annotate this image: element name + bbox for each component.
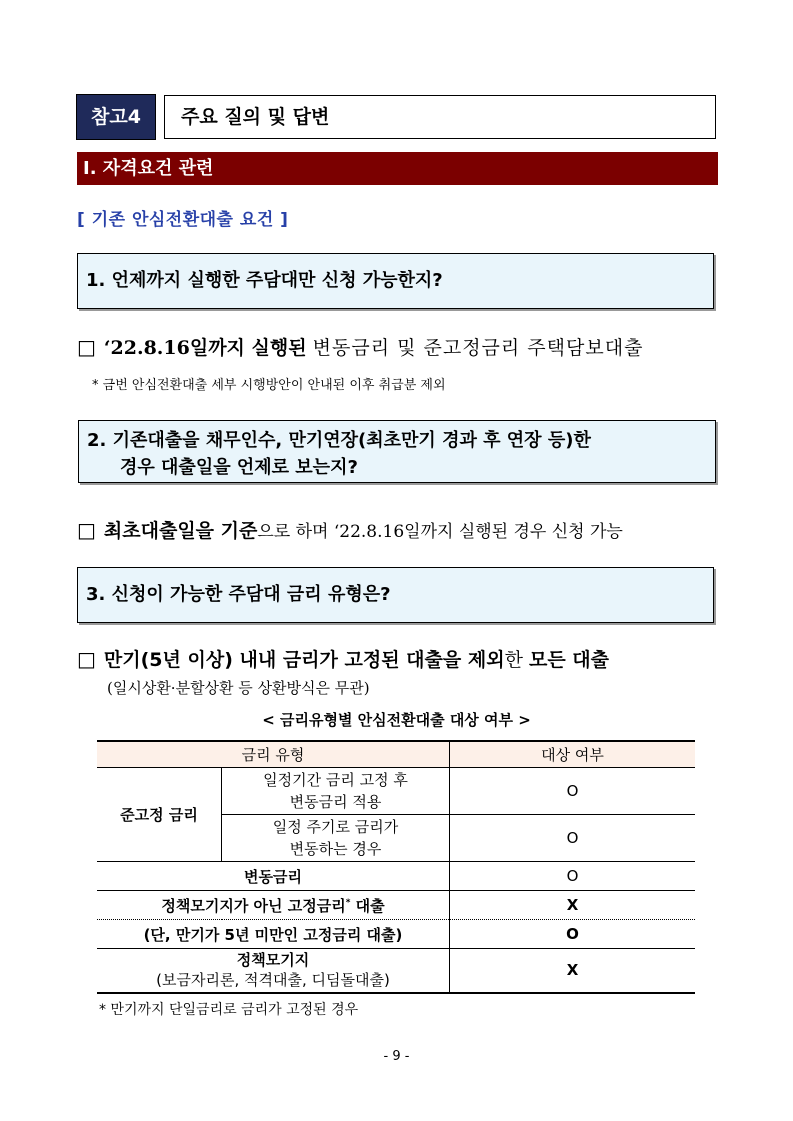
table-footnote: * 만기까지 단일금리로 금리가 고정된 경우 — [99, 1002, 359, 1018]
table-title: < 금리유형별 안심전환대출 대상 여부 > — [262, 711, 531, 729]
subheading: [ 기존 안심전환대출 요건 ] — [77, 210, 289, 230]
question-2-line2: 경우 대출일을 언제로 보는지? — [120, 457, 358, 478]
question-3-text: 3. 신청이 가능한 주담대 금리 유형은? — [86, 584, 391, 605]
answer-3-sub: (일시상환·분할상환 등 상환방식은 무관) — [107, 679, 370, 697]
row5-value: O — [450, 920, 696, 949]
header-eligibility: 대상 여부 — [450, 741, 696, 768]
row6-type: 정책모기지 (보금자리론, 적격대출, 디딤돌대출) — [97, 949, 450, 993]
semi-fixed-label: 준고정 금리 — [97, 768, 222, 862]
answer-2-bold: 최초대출일을 기준 — [103, 520, 258, 542]
row2-value: O — [450, 815, 696, 862]
reference-tag: 참고4 — [77, 95, 155, 139]
answer-1-bold: ‘22.8.16일까지 실행된 — [103, 337, 307, 359]
answer-1 — [77, 333, 643, 360]
row1-value: O — [450, 768, 696, 815]
section-heading: Ⅰ. 자격요건 관련 — [77, 152, 718, 185]
page-title: 주요 질의 및 답변 — [164, 95, 716, 139]
header-rate-type: 금리 유형 — [97, 741, 450, 768]
checkbox-bullet-icon: □ — [77, 647, 96, 671]
page-number: - 9 - — [383, 1049, 410, 1064]
table-row — [97, 920, 695, 949]
answer-3-mid: 한 — [504, 649, 523, 671]
checkbox-bullet-icon: □ — [77, 335, 96, 359]
question-3-box — [77, 567, 714, 623]
table-row — [97, 949, 695, 993]
answer-2 — [77, 516, 623, 543]
checkbox-bullet-icon: □ — [77, 518, 96, 542]
row3-value: O — [450, 862, 696, 891]
question-2-box — [78, 420, 716, 483]
table-row — [97, 768, 695, 815]
answer-1-text: 변동금리 및 준고정금리 주택담보대출 — [312, 337, 644, 359]
row3-type: 변동금리 — [97, 862, 450, 891]
row5-type: (단, 만기가 5년 미만인 고정금리 대출) — [97, 920, 450, 949]
question-1-box — [77, 253, 714, 309]
question-1-text: 1. 언제까지 실행한 주담대만 신청 가능한지? — [86, 270, 443, 291]
answer-2-text: 으로 하며 ‘22.8.16일까지 실행된 경우 신청 가능 — [257, 522, 623, 542]
table-row — [97, 891, 695, 920]
rate-type-table — [97, 740, 695, 994]
row6-value: X — [450, 949, 696, 993]
table-row — [97, 862, 695, 891]
row4-value: X — [450, 891, 696, 920]
answer-3-bold-2: 모든 대출 — [528, 649, 609, 671]
row2-type: 일정 주기로 금리가 변동하는 경우 — [222, 815, 450, 862]
row4-type: 정책모기지가 아닌 고정금리* 대출 — [97, 891, 450, 920]
answer-3 — [77, 645, 609, 672]
question-2-line1: 2. 기존대출을 채무인수, 만기연장(최초만기 경과 후 연장 등)한 — [87, 430, 591, 451]
answer-1-note: * 금번 안심전환대출 세부 시행방안이 안내된 이후 취급분 제외 — [92, 378, 446, 393]
answer-3-bold: 만기(5년 이상) 내내 금리가 고정된 대출을 제외 — [103, 649, 505, 671]
row1-type: 일정기간 금리 고정 후 변동금리 적용 — [222, 768, 450, 815]
